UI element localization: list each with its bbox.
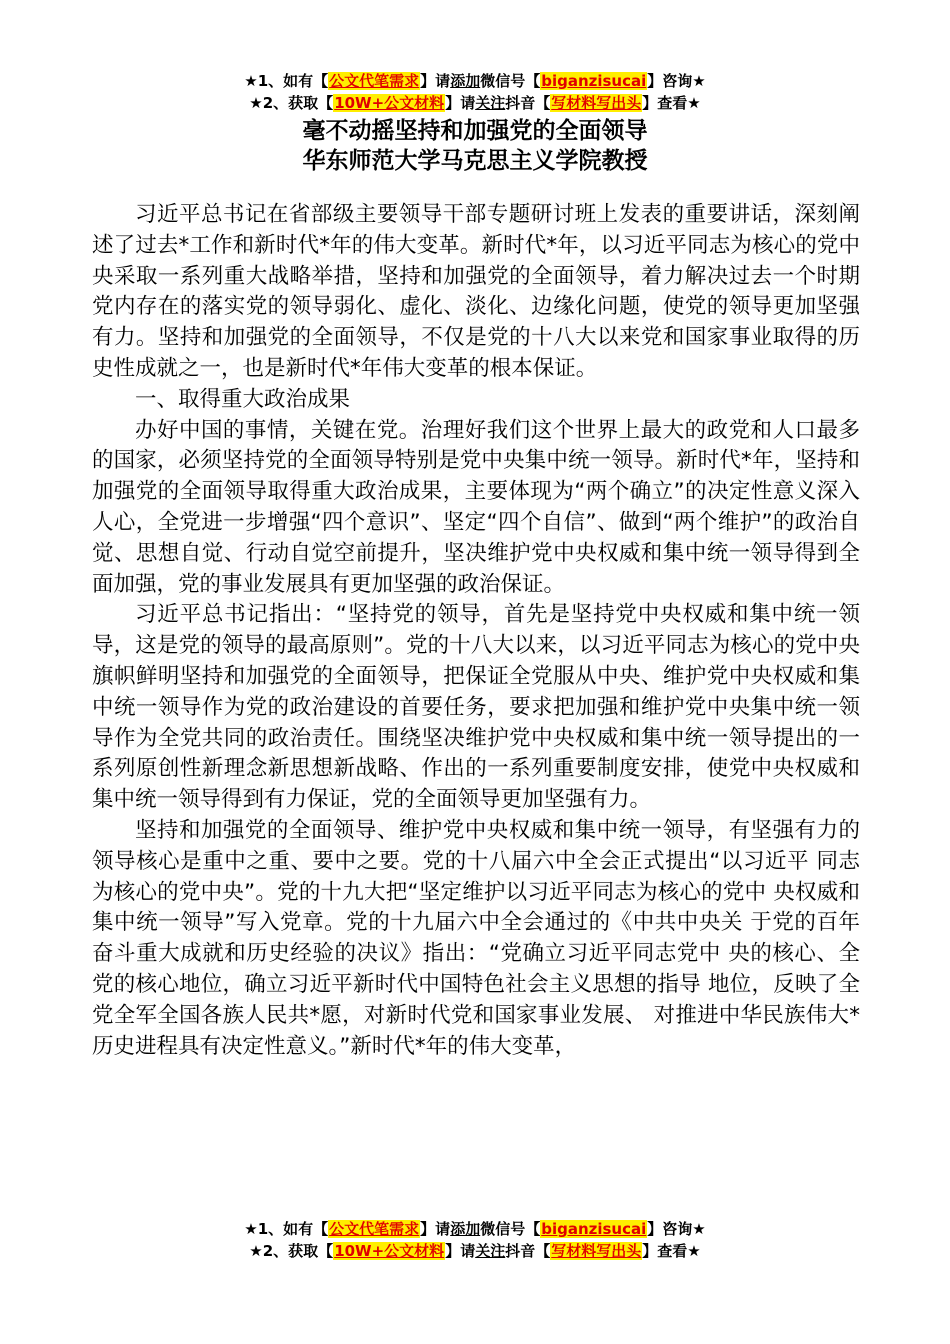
banner-underline: 关注 [475,94,506,112]
document-titles [0,116,950,176]
banner-highlight: 公文代笔需求 [329,1220,420,1238]
banner-text: 】请 [420,1220,451,1238]
banner-text: ★1、如有【 [244,1220,329,1238]
banner-highlight: 写材料写出头 [551,94,642,112]
banner-text: ★2、获取【 [249,94,334,112]
document-body [92,200,860,1062]
banner-underline: 添加 [450,72,481,90]
banner-highlight: 10W+公文材料 [334,1242,445,1260]
paragraph-4: 坚持和加强党的全面领导、维护党中央权威和集中统一领导，有坚强有力的领导核心是重中之重、要中之要。党的十八届六中全会正式提出“以习近平 同志为核心的党中央”。党的十九大把“坚定维护以习近平同志为核心的党中 央权威和集中统一领导”写入党章。党的十九届六中全会通过的《中共中央关 于党的百年奋斗重大成就和历史经验的决议》指出：“党确立习近平同志党中 央的核心、全党的核心地位，确立习近平新时代中国特色社会主义思想的指导 地位，反映了全党全军全国各族人民共*愿，对新时代党和国家事业发展、 对推进中华民族伟大*历史进程具有决定性意义。”新时代*年的伟大变革， [92,817,860,1059]
document-subtitle: 华东师范大学马克思主义学院教授 [302,148,648,174]
document-title: 毫不动摇坚持和加强党的全面领导 [302,118,648,144]
banner-highlight: biganzisucai [541,72,647,90]
banner-text: 】咨询★ [647,1220,706,1238]
banner-underline: 添加 [450,1220,481,1238]
banner-text: 】查看★ [642,94,701,112]
banner-line-1 [0,70,950,92]
banner-text: 】请 [445,1242,476,1260]
banner-text: 抖音【 [505,1242,551,1260]
paragraph-3: 习近平总书记指出：“坚持党的领导，首先是坚持党中央权威和集中统一领导，这是党的领导的最高原则”。党的十八大以来，以习近平同志为核心的党中央旗帜鲜明坚持和加强党的全面领导，把保证全党服从中央、维护党中央权威和集中统一领导作为党的政治建设的首要任务，要求把加强和维护党中央集中统一领导作为全党共同的政治责任。围绕坚决维护党中央权威和集中统一领导提出的一系列原创性新理念新思想新战略、作出的一系列重要制度安排，使党中央权威和集中统一领导得到有力保证，党的全面领导更加坚强有力。 [92,602,860,813]
banner-line-2 [0,1240,950,1262]
banner-line-2 [0,92,950,114]
banner-highlight: 10W+公文材料 [334,94,445,112]
banner-text: 抖音【 [505,94,551,112]
banner-text: 微信号【 [480,1220,541,1238]
banner-highlight: 写材料写出头 [551,1242,642,1260]
banner-text: 微信号【 [480,72,541,90]
paragraph-1: 习近平总书记在省部级主要领导干部专题研讨班上发表的重要讲话，深刻阐述了过去*工作和新时代*年的伟大变革。新时代*年，以习近平同志为核心的党中央采取一系列重大战略举措，坚持和加强党的全面领导，着力解决过去一个时期党内存在的落实党的领导弱化、虚化、淡化、边缘化问题，使党的领导更加坚强有力。坚持和加强党的全面领导，不仅是党的十八大以来党和国家事业取得的历史性成就之一，也是新时代*年伟大变革的根本保证。 [92,202,860,381]
banner-text: 】查看★ [642,1242,701,1260]
section-heading: 一、取得重大政治成果 [135,386,351,412]
banner-text: ★2、获取【 [249,1242,334,1260]
banner-text: ★1、如有【 [244,72,329,90]
paragraph-2: 办好中国的事情，关键在党。治理好我们这个世界上最大的政党和人口最多的国家，必须坚持党的全面领导特别是党中央集中统一领导。新时代*年，坚持和加强党的全面领导取得重大政治成果，主要体现为“两个确立”的决定性意义深入人心，全党进一步增强“四个意识”、坚定“四个自信”、做到“两个维护”的政治自觉、思想自觉、行动自觉空前提升，坚决维护党中央权威和集中统一领导得到全面加强，党的事业发展具有更加坚强的政治保证。 [92,417,860,597]
banner-highlight: biganzisucai [541,1220,647,1238]
banner-highlight: 公文代笔需求 [329,72,420,90]
banner-line-1 [0,1218,950,1240]
banner-text: 】请 [420,72,451,90]
banner-text: 】请 [445,94,476,112]
banner-underline: 关注 [475,1242,506,1260]
banner-text: 】咨询★ [647,72,706,90]
header-banner [0,70,950,114]
footer-banner [0,1218,950,1262]
